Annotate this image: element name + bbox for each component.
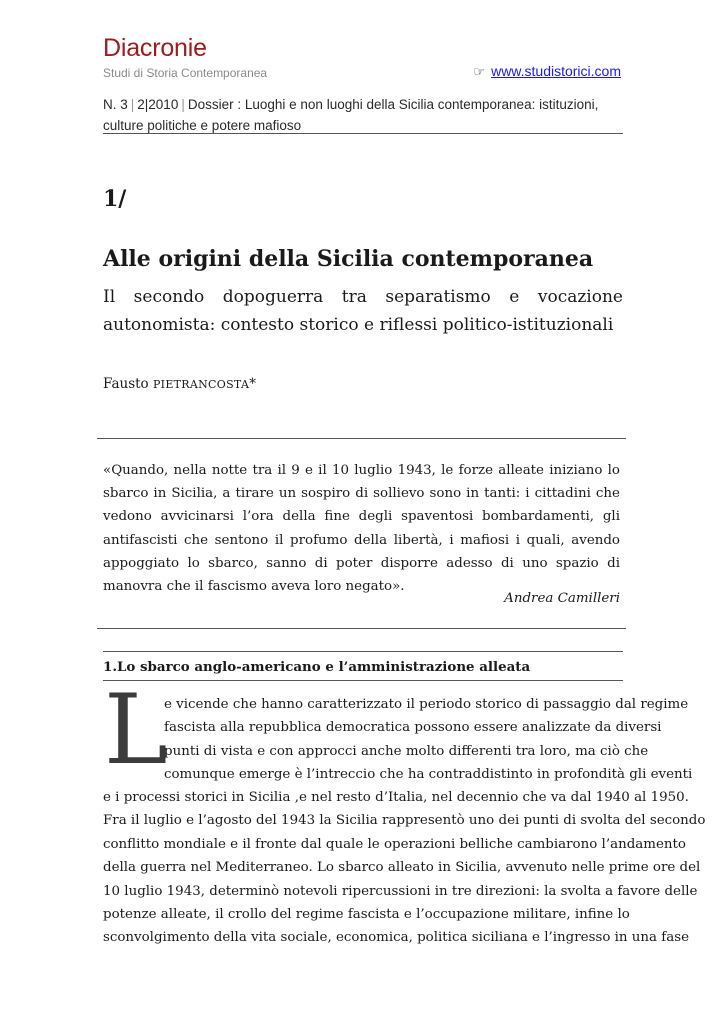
author-footnote-mark: * [249,376,256,392]
separator: | [181,97,185,112]
body-line: della guerra nel Mediterraneo. Lo sbarco alleato in Sicilia, avvenuto nelle prime ore del [103,860,701,876]
epigraph-quote: «Quando, nella notte tra il 9 e il 10 luglio 1943, le forze alleate iniziano lo sbarco in Sicilia, a tirare un sospiro di sollievo sono in tanti: i cittadini che vedono avvicinarsi l’ora della fine degli spaventosi bombardamenti, gli antifascisti che sentono il profumo della libertà, i mafiosi i quali, avendo appoggiato lo sbarco, sanno di poter disporre adesso di uno spazio di manovra che il fascismo aveva loro negato». [103,463,620,595]
dossier-title: Dossier : Luoghi e non luoghi della Sicilia contemporanea: istituzioni, culture politiche e potere mafioso [103,97,599,133]
issue-line [103,94,623,136]
body-line: 10 luglio 1943, determinò notevoli ripercussioni in tre direzioni: la svolta a favore delle [103,883,698,899]
body-line: fascista alla repubblica democratica possono essere analizzate da diversi [164,720,662,736]
journal-title: Diacronie [103,34,207,62]
body-line: e vicende che hanno caratterizzato il periodo storico di passaggio dal regime [164,697,689,712]
author [103,376,256,392]
body-line: punti di vista e con approcci anche molto differenti tra loro, ma ciò che [164,743,649,759]
body-line: Fra il luglio e l’agosto del 1943 la Sicilia rappresentò uno dei punti di svolta del secondo [103,813,706,829]
section-heading-top-rule [103,651,623,652]
body-paragraph [103,786,706,950]
header-divider [103,133,623,134]
article-title: Alle origini della Sicilia contemporanea [103,246,594,272]
article-subtitle: Il secondo dopoguerra tra separatismo e vocazione autonomista: contesto storico e riflessi politico-istituzionali [103,287,623,335]
section-heading-bottom-rule [103,680,623,681]
body-line: conflitto mondiale e il fronte dal quale le operazioni belliche cambiarono l’andamento [103,836,686,852]
body-line: sconvolgimento della vita sociale, economica, politica siciliana e l’ingresso in una fase [103,930,690,946]
body-line: e i processi storici in Sicilia ,e nel resto d’Italia, nel decennio che va dal 1940 al 1950. [103,790,689,805]
journal-subtitle: Studi di Storia Contemporanea [103,66,268,80]
body-line: potenze alleate, il crollo del regime fascista e l’occupazione militare, infine lo [103,906,630,922]
author-first-name: Fausto [103,376,149,392]
body-paragraph-indented [164,693,693,787]
author-surname: PIETRANCOSTA [152,378,250,391]
section-number: 1/ [103,186,127,212]
section-heading: 1.Lo sbarco anglo-americano e l’amministrazione alleata [103,659,531,675]
epigraph-bottom-divider [97,628,626,629]
drop-cap: L [104,674,168,786]
issue-number: N. 3 [103,97,128,112]
journal-link[interactable] [473,63,621,80]
body-line: comunque emerge è l’intreccio che ha contraddistinto in profondità gli eventi [164,767,693,783]
issue-date: 2|2010 [137,97,179,112]
epigraph-top-divider [97,438,626,439]
separator: | [130,97,135,112]
journal-url-link[interactable]: www.studistorici.com [491,63,621,79]
epigraph-author: Andrea Camilleri [504,591,620,606]
pointing-hand-icon: ☞ [473,64,486,79]
